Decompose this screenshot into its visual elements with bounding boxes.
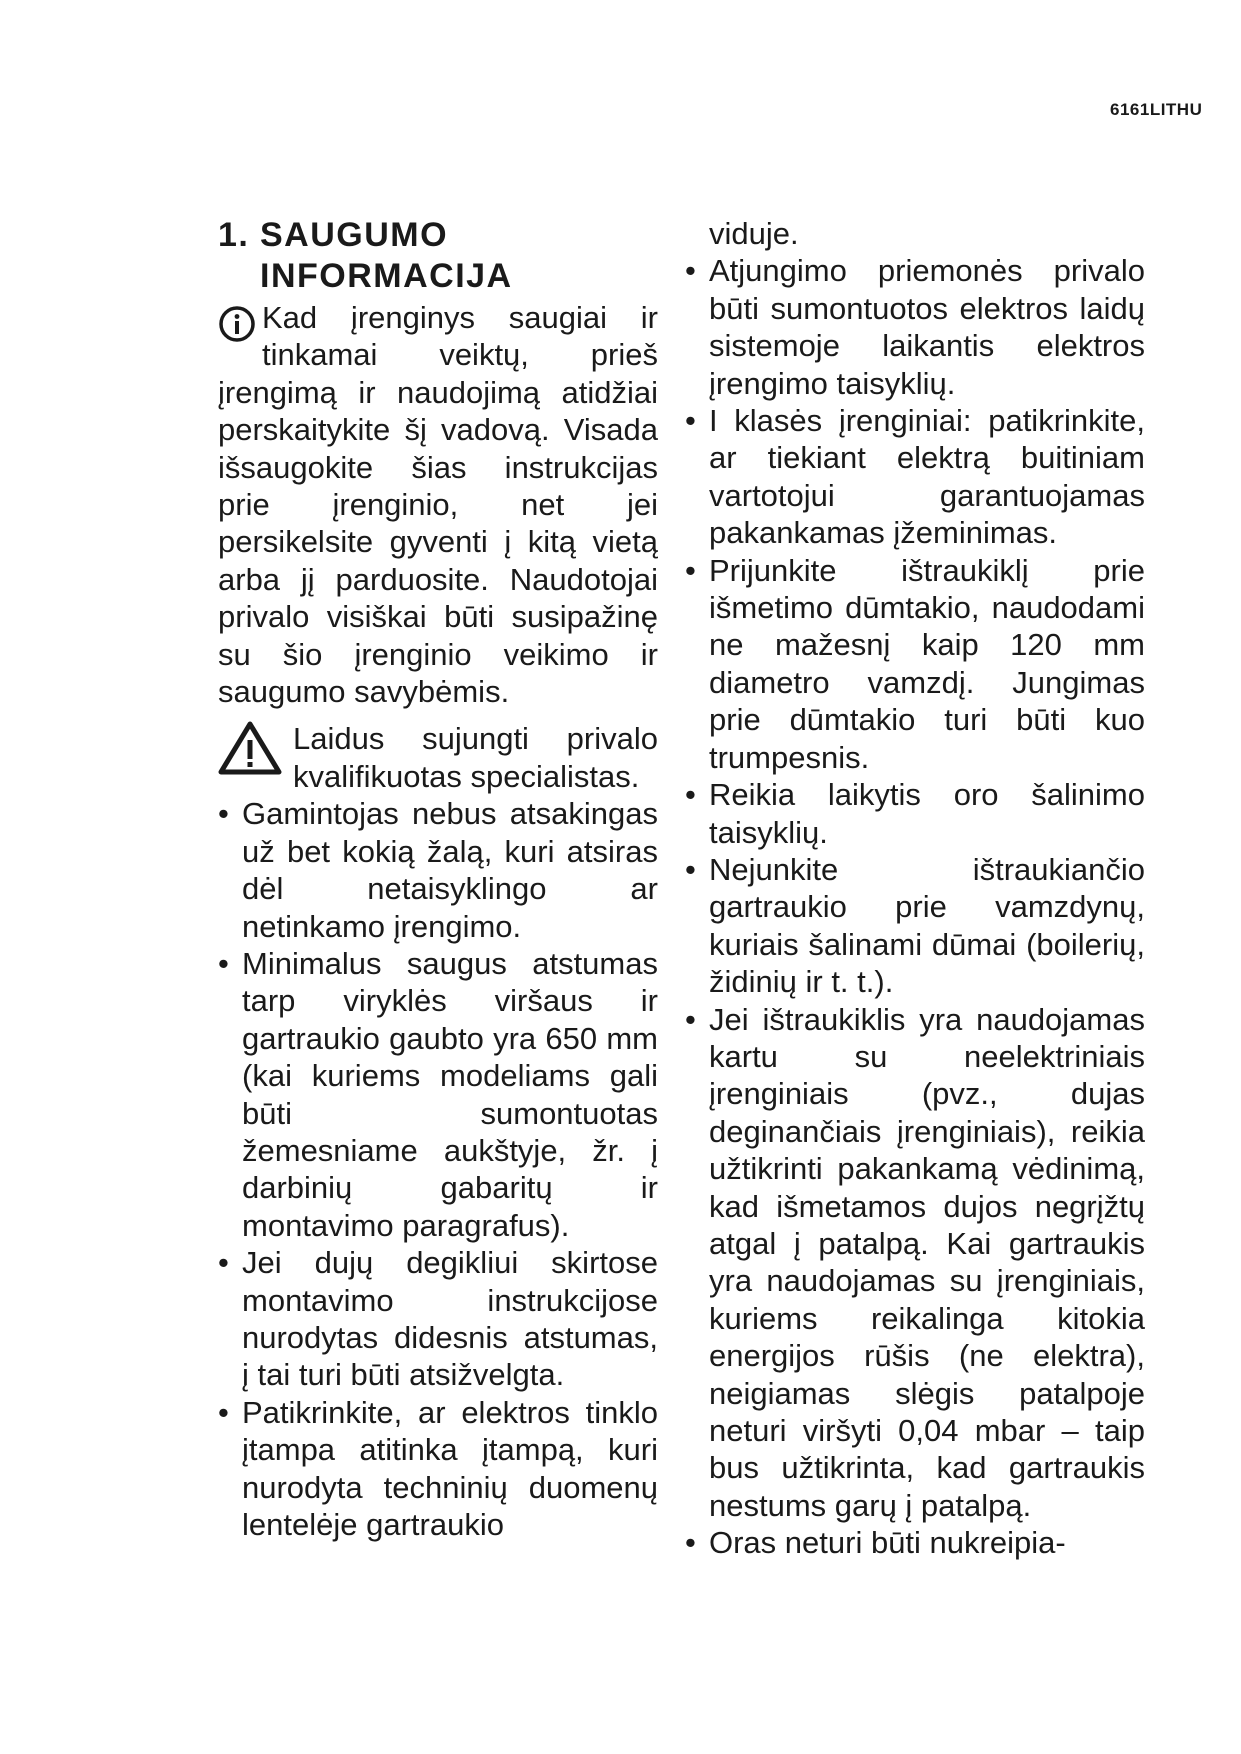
list-item-text: Prijunkite ištraukiklį prie išmetimo dūmtakio, naudodami ne mažesnį kaip 120 mm diametro vamzdį. Jungimas prie dūmtakio turi būti kuo trumpesnis. [709,552,1145,775]
warning-note [218,720,658,795]
list-item-text: Jei dujų degikliui skirtose montavimo instrukcijose nurodytas didesnis atstumas, į tai turi būti atsižvelgta. [242,1245,658,1393]
list-item [685,1524,1145,1561]
list-item [685,1001,1145,1525]
list-item-text: Oras neturi būti nukreipia- [709,1525,1066,1561]
bullet-icon: • [218,796,229,832]
bullet-icon: • [685,777,696,813]
document-code: 6161LITHU [1110,100,1203,119]
warning-note-text: Laidus sujungti privalo kvalifikuotas specialistas. [293,721,658,794]
section-title-line1: SAUGUMO [260,216,449,254]
bullet-icon: • [685,851,696,887]
bullet-icon: • [685,1525,696,1561]
bullet-icon: • [218,945,229,981]
bullet-icon: • [685,253,696,289]
list-item-text: Atjungimo priemonės privalo būti sumontuotos elektros laidų sistemoje laikantis elektros įrengimo taisyklių. [709,253,1145,401]
continuation-text: viduje. [709,216,799,251]
list-item-text: Nejunkite ištraukiančio gartraukio prie vamzdynų, kuriais šalinami dūmai (boilerių, židinių ir t. t.). [709,851,1145,1000]
bullet-icon: • [685,552,696,588]
list-item-text: Reikia laikytis oro šalinimo taisyklių. [709,777,1145,850]
bullet-icon: • [685,403,696,439]
list-item-text: Patikrinkite, ar elektros tinklo įtampa atitinka įtampą, kuri nurodyta techninių duomenų lentelėje gartraukio [242,1394,658,1542]
bullet-icon: • [218,1394,229,1430]
left-bullet-list [218,795,658,1543]
info-note-text: Kad įrenginys saugiai ir tinkamai veiktų, prieš įrengimą ir naudojimą atidžiai perskaitykite šį vadovą. Visada išsaugokite šias instrukcijas prie įrenginio, net jei persikelsite gyventi į kitą vietą arba jį parduosite. Naudotojai privalo visiškai būti susipažinę su šio įrenginio veikimo ir saugumo savybėmis. [218,300,658,710]
list-item [218,1244,658,1394]
info-icon [218,305,256,343]
list-item-text: Minimalus saugus atstumas tarp viryklės viršaus ir gartraukio gaubto yra 650 mm (kai kuriems modeliams gali būti sumontuotas žemesniame aukštyje, žr. į darbinių gabaritų ir montavimo paragrafus). [242,945,658,1243]
list-item [685,552,1145,776]
list-item [218,1394,658,1544]
warning-icon [218,720,282,776]
list-item-text: I klasės įrenginiai: patikrinkite, ar tiekiant elektrą buitiniam vartotojui garantuojamas pakankamas įžeminimas. [709,403,1145,551]
list-item [218,945,658,1244]
list-item-text: Jei ištraukiklis yra naudojamas kartu su neelektriniais įrenginiais (pvz., dujas deginančiais įrenginiais), reikia užtikrinti pakankamą vėdinimą, kad išmetamos dujos negrįžtų atgal į patalpą. Kai gartraukis yra naudojamas su įrenginiais, kuriems reikalinga kitokia energijos rūšis (ne elektra), neigiamas slėgis patalpoje neturi viršyti 0,04 mbar – taip bus užtikrinta, kad gartraukis nestums garų į patalpą. [709,1001,1145,1523]
list-item [685,402,1145,552]
info-note [218,299,658,710]
right-column [685,215,1145,1562]
list-item [685,776,1145,851]
section-number: 1. [218,216,250,254]
list-item-text: Gamintojas nebus atsakingas už bet kokią žalą, kuri atsiras dėl netaisyklingo ar netinkamo įrengimo. [242,796,658,944]
left-column [218,215,658,1543]
bullet-icon: • [685,1001,696,1037]
list-item [218,795,658,945]
section-title-line2: INFORMACIJA [260,257,513,295]
list-item [685,252,1145,402]
section-heading [218,215,658,297]
bullet-icon: • [218,1245,229,1281]
list-item [685,851,1145,1001]
right-bullet-list [685,252,1145,1561]
